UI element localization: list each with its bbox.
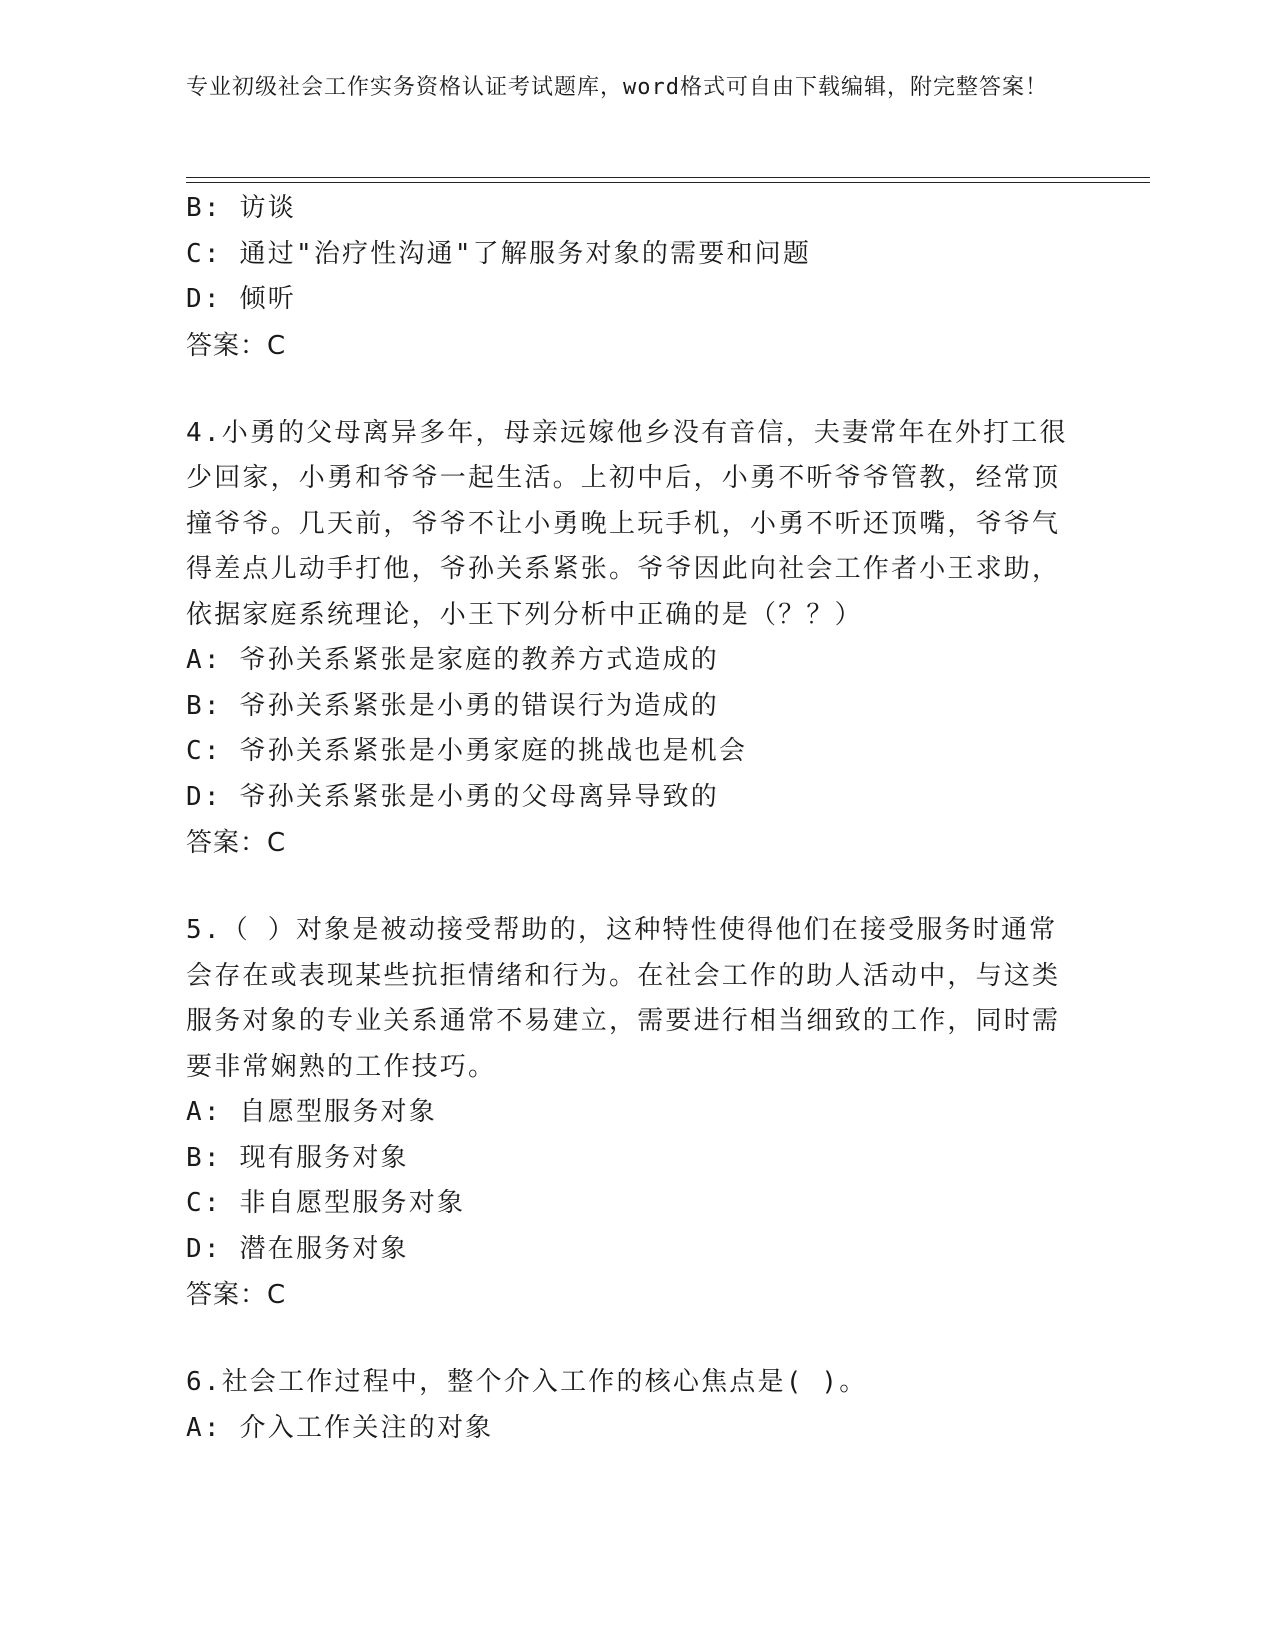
question-5 (186, 908, 1076, 1318)
answer-line: 答案：C (186, 330, 287, 361)
question-3-partial (186, 186, 1076, 369)
option-a: A: 介入工作关注的对象 (186, 1412, 494, 1443)
answer-line: 答案：C (186, 828, 287, 858)
option-c: C: 非自愿型服务对象 (186, 1188, 466, 1218)
question-stem: 4.小勇的父母离异多年，母亲远嫁他乡没有音信，夫妻常年在外打工很少回家，小勇和爷爷一起生活。上初中后，小勇不听爷爷管教，经常顶撞爷爷。几天前，爷爷不让小勇晚上玩手机，小勇不听还顶嘴，爷爷气得差点儿动手打他，爷孙关系紧张。爷爷因此向社会工作者小王求助，依据家庭系统理论，小王下列分析中正确的是（？？） (186, 417, 1068, 630)
option-c: C: 通过"治疗性沟通"了解服务对象的需要和问题 (186, 238, 812, 269)
header-divider-bottom (186, 182, 1150, 183)
spacer (186, 1318, 1076, 1360)
option-b: B: 爷孙关系紧张是小勇的错误行为造成的 (186, 690, 719, 721)
option-d: D: 倾听 (186, 284, 296, 314)
option-a: A: 爷孙关系紧张是家庭的教养方式造成的 (186, 645, 719, 675)
header-divider-top (186, 177, 1150, 178)
option-a: A: 自愿型服务对象 (186, 1097, 437, 1127)
option-b: B: 现有服务对象 (186, 1142, 409, 1173)
option-c: C: 爷孙关系紧张是小勇家庭的挑战也是机会 (186, 736, 748, 766)
question-stem: 6.社会工作过程中，整个介入工作的核心焦点是( )。 (186, 1367, 868, 1397)
question-6 (186, 1360, 1076, 1451)
spacer (186, 866, 1076, 908)
option-b: B: 访谈 (186, 193, 296, 223)
question-list (186, 186, 1076, 1451)
option-d: D: 爷孙关系紧张是小勇的父母离异导致的 (186, 781, 719, 812)
question-stem: 5.（ ）对象是被动接受帮助的，这种特性使得他们在接受服务时通常会存在或表现某些抗拒情绪和行为。在社会工作的助人活动中，与这类服务对象的专业关系通常不易建立，需要进行相当细致的工作，同时需要非常娴熟的工作技巧。 (186, 915, 1061, 1082)
question-4 (186, 411, 1076, 867)
option-d: D: 潜在服务对象 (186, 1233, 409, 1264)
document-header: 专业初级社会工作实务资格认证考试题库，word格式可自由下载编辑，附完整答案！ (186, 75, 1048, 100)
answer-line: 答案：C (186, 1280, 287, 1310)
spacer (186, 369, 1076, 411)
